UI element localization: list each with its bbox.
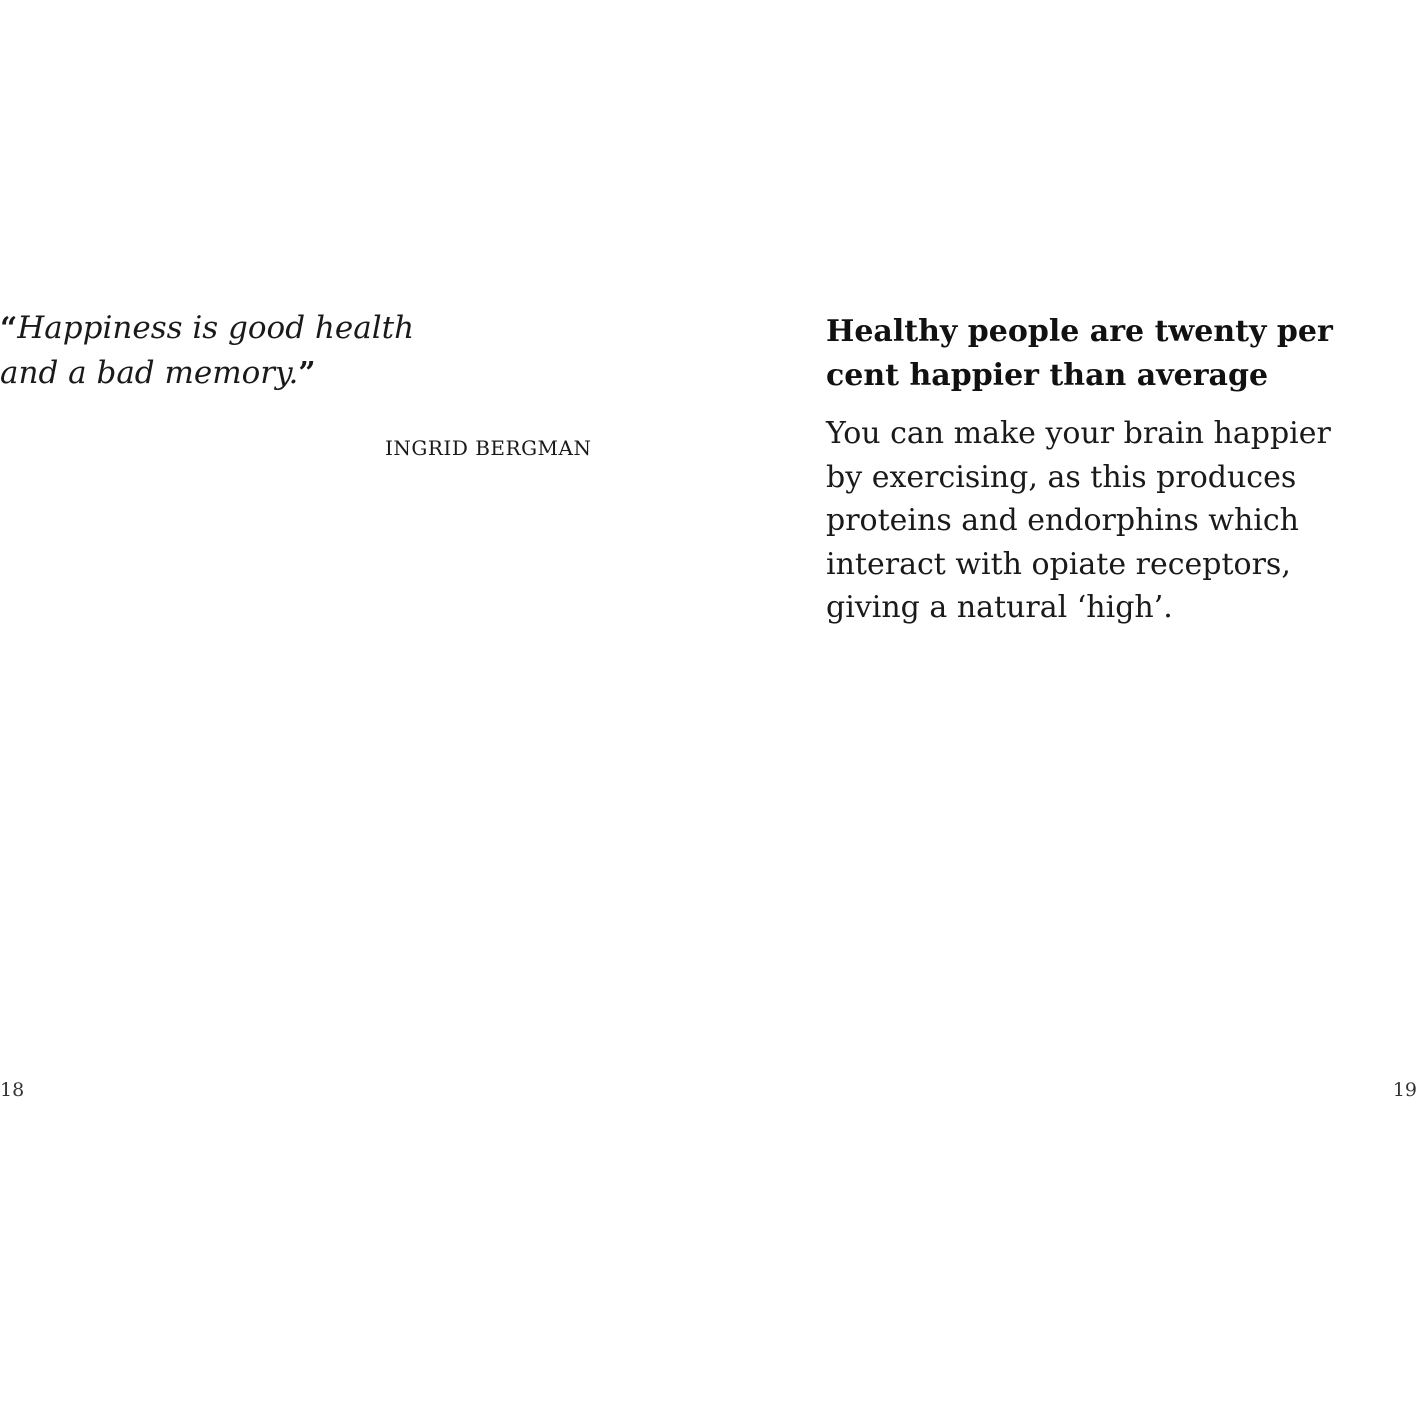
heading-line-1: Healthy people are twenty per [826,314,1333,349]
left-page [0,0,708,1417]
quote [0,306,520,396]
open-quote-mark: “ [0,311,18,346]
body-line-5: giving a natural ‘high’. [826,590,1173,625]
quote-attribution: INGRID BERGMAN [385,436,592,460]
quote-line-1 [0,306,520,351]
body-line-3: proteins and endorphins which [826,503,1299,538]
quote-text-1: Happiness is good health [17,310,415,346]
heading-line-2: cent happier than average [826,358,1269,393]
quote-text-2: and a bad memory. [0,355,299,391]
page-number-right: 19 [1392,1079,1417,1101]
body-line-1: You can make your brain happier [826,416,1331,451]
page-number-left: 18 [0,1079,25,1101]
body-line-2: by exercising, as this produces [826,459,1297,495]
body-line-4: interact with opiate receptors, [826,546,1291,582]
quote-line-2 [0,351,520,396]
fact-body [826,412,1406,630]
close-quote-mark: ” [298,356,316,391]
fact-heading [826,310,1386,398]
right-page [709,0,1417,1417]
